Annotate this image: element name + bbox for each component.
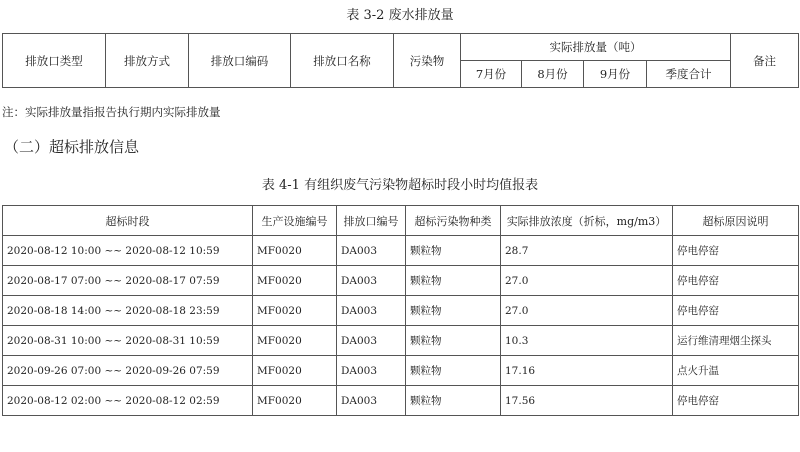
table-cell: MF0020	[253, 386, 337, 416]
table-cell: 停电停窑	[673, 296, 799, 326]
header-cell: 排放口名称	[291, 34, 394, 88]
table-cell: 2020-08-12 02:00 ~~ 2020-08-12 02:59	[3, 386, 253, 416]
subheader-cell: 7月份	[461, 61, 522, 88]
table-row	[3, 296, 799, 326]
table-cell: DA003	[337, 356, 406, 386]
table-cell: 颗粒物	[406, 356, 501, 386]
table-cell: MF0020	[253, 356, 337, 386]
table-cell: MF0020	[253, 296, 337, 326]
table-cell: 10.3	[501, 326, 673, 356]
table-cell: DA003	[337, 236, 406, 266]
table-cell: 点火升温	[673, 356, 799, 386]
table-cell: DA003	[337, 266, 406, 296]
table-row	[3, 356, 799, 386]
table-cell: 2020-08-31 10:00 ~~ 2020-08-31 10:59	[3, 326, 253, 356]
table-cell: 颗粒物	[406, 326, 501, 356]
table-cell: 停电停窑	[673, 386, 799, 416]
table-cell: DA003	[337, 386, 406, 416]
table-cell: 2020-08-12 10:00 ~~ 2020-08-12 10:59	[3, 236, 253, 266]
table-cell: 颗粒物	[406, 266, 501, 296]
table-cell: 2020-09-26 07:00 ~~ 2020-09-26 07:59	[3, 356, 253, 386]
table-cell: 27.0	[501, 296, 673, 326]
header-cell: 排放口编码	[189, 34, 291, 88]
table-cell: 27.0	[501, 266, 673, 296]
section-heading: （二）超标排放信息	[4, 138, 140, 156]
exceedance-table	[2, 205, 799, 416]
subheader-cell: 9月份	[584, 61, 647, 88]
header-cell: 污染物	[394, 34, 461, 88]
header-cell: 生产设施编号	[253, 206, 337, 236]
header-cell: 备注	[731, 34, 799, 88]
table-cell: 28.7	[501, 236, 673, 266]
table-cell: 2020-08-18 14:00 ~~ 2020-08-18 23:59	[3, 296, 253, 326]
table-cell: 颗粒物	[406, 296, 501, 326]
table-row	[3, 236, 799, 266]
table2-title: 表 4-1 有组织废气污染物超标时段小时均值报表	[261, 178, 539, 193]
table1-title: 表 3-2 废水排放量	[346, 8, 454, 23]
header-cell: 排放方式	[106, 34, 189, 88]
table-row	[3, 326, 799, 356]
table-cell: MF0020	[253, 266, 337, 296]
table-cell: 停电停窑	[673, 266, 799, 296]
header-cell: 超标时段	[3, 206, 253, 236]
table-cell: 运行维清理烟尘探头	[673, 326, 799, 356]
header-cell: 超标原因说明	[673, 206, 799, 236]
subheader-cell: 8月份	[522, 61, 584, 88]
header-cell: 实际排放浓度（折标，mg/m3）	[501, 206, 673, 236]
header-cell: 实际排放量（吨）	[461, 34, 731, 61]
table-cell: 停电停窑	[673, 236, 799, 266]
table-row	[3, 266, 799, 296]
header-cell: 排放口类型	[3, 34, 106, 88]
table-cell: 颗粒物	[406, 386, 501, 416]
table-cell: MF0020	[253, 236, 337, 266]
header-cell: 排放口编号	[337, 206, 406, 236]
table-row	[3, 386, 799, 416]
table-cell: MF0020	[253, 326, 337, 356]
table-cell: 颗粒物	[406, 236, 501, 266]
wastewater-table	[2, 33, 799, 88]
note: 注：实际排放量指报告执行期内实际排放量	[2, 105, 221, 119]
table-cell: 17.56	[501, 386, 673, 416]
subheader-cell: 季度合计	[647, 61, 731, 88]
table-cell: DA003	[337, 296, 406, 326]
table-cell: 17.16	[501, 356, 673, 386]
table-cell: 2020-08-17 07:00 ~~ 2020-08-17 07:59	[3, 266, 253, 296]
header-cell: 超标污染物种类	[406, 206, 501, 236]
table-cell: DA003	[337, 326, 406, 356]
